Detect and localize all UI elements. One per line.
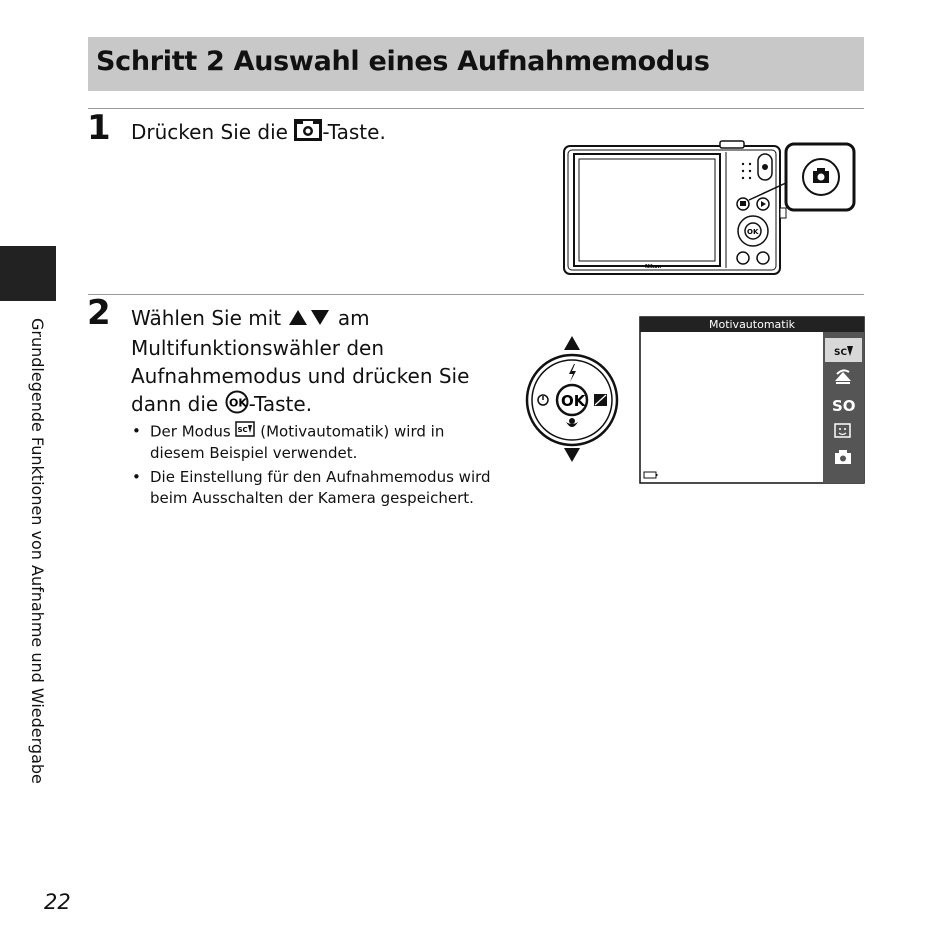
bullet-item-2: • Die Einstellung für den Aufnahmemodus wird beim Ausschalten der Kamera gespeichert. [132, 468, 491, 507]
screen-title: Motivautomatik [708, 318, 796, 331]
down-arrow-icon [564, 448, 580, 462]
step-1-number: 1 [87, 108, 111, 148]
svg-text:SC: SC [237, 426, 249, 434]
step-2-text [131, 304, 469, 421]
page-title: Schritt 2 Auswahl eines Aufnahmemodus [96, 46, 710, 77]
special-effects-label: SO [832, 397, 856, 415]
divider-middle [88, 294, 864, 295]
ok-button-icon [225, 390, 249, 421]
step-2-line-2: Multifunktionswähler den [131, 335, 384, 360]
step-2-line-1-after: am [331, 306, 370, 330]
camera-screen-illustration [639, 316, 865, 484]
svg-text:SC: SC [834, 348, 848, 358]
bullet-1-after: (Motivautomatik) wird in diesem Beispiel verwendet. [150, 422, 445, 462]
step-2-line-4-after: -Taste. [248, 391, 313, 416]
multi-selector-illustration [524, 334, 620, 464]
up-arrow-icon [564, 336, 580, 350]
step-1-text-after: -Taste. [322, 120, 386, 144]
bullet-1-before: Der Modus [150, 422, 236, 441]
step-2-line-3: Aufnahmemodus und drücken Sie [131, 363, 470, 388]
up-down-arrows-icon [287, 306, 331, 334]
battery-icon [644, 472, 658, 478]
step-2-line-1-before: Wählen Sie mit [131, 306, 288, 330]
camera-back-illustration [560, 138, 860, 278]
bullet-item-1: • Der Modus SC (Motivautomatik) wird in diesem Beispiel verwendet. [132, 422, 445, 462]
dial-ok-label: OK [561, 392, 586, 410]
divider-top [88, 108, 864, 109]
section-tab [0, 246, 56, 301]
page-number: 22 [44, 890, 71, 914]
svg-text:OK: OK [228, 396, 247, 409]
title-bar [88, 37, 864, 91]
camera-ok-label: OK [747, 228, 759, 236]
step-2-number: 2 [87, 293, 111, 333]
step-2-line-1 [131, 304, 469, 334]
step-2-line-4-before: dann die [131, 391, 225, 416]
bullet-2-text: Die Einstellung für den Aufnahmemodus wird beim Ausschalten der Kamera gespeichert. [150, 468, 491, 507]
step-1-text-before: Drücken Sie die [131, 120, 295, 144]
step-1-text [131, 118, 386, 148]
section-label: Grundlegende Funktionen von Aufnahme und Wiedergabe [28, 318, 47, 784]
step-2-line-4 [131, 390, 469, 421]
camera-brand: Nikon [645, 264, 662, 270]
camera-icon [294, 119, 322, 148]
scene-auto-icon [235, 421, 255, 443]
step-2-bullets [131, 421, 491, 512]
